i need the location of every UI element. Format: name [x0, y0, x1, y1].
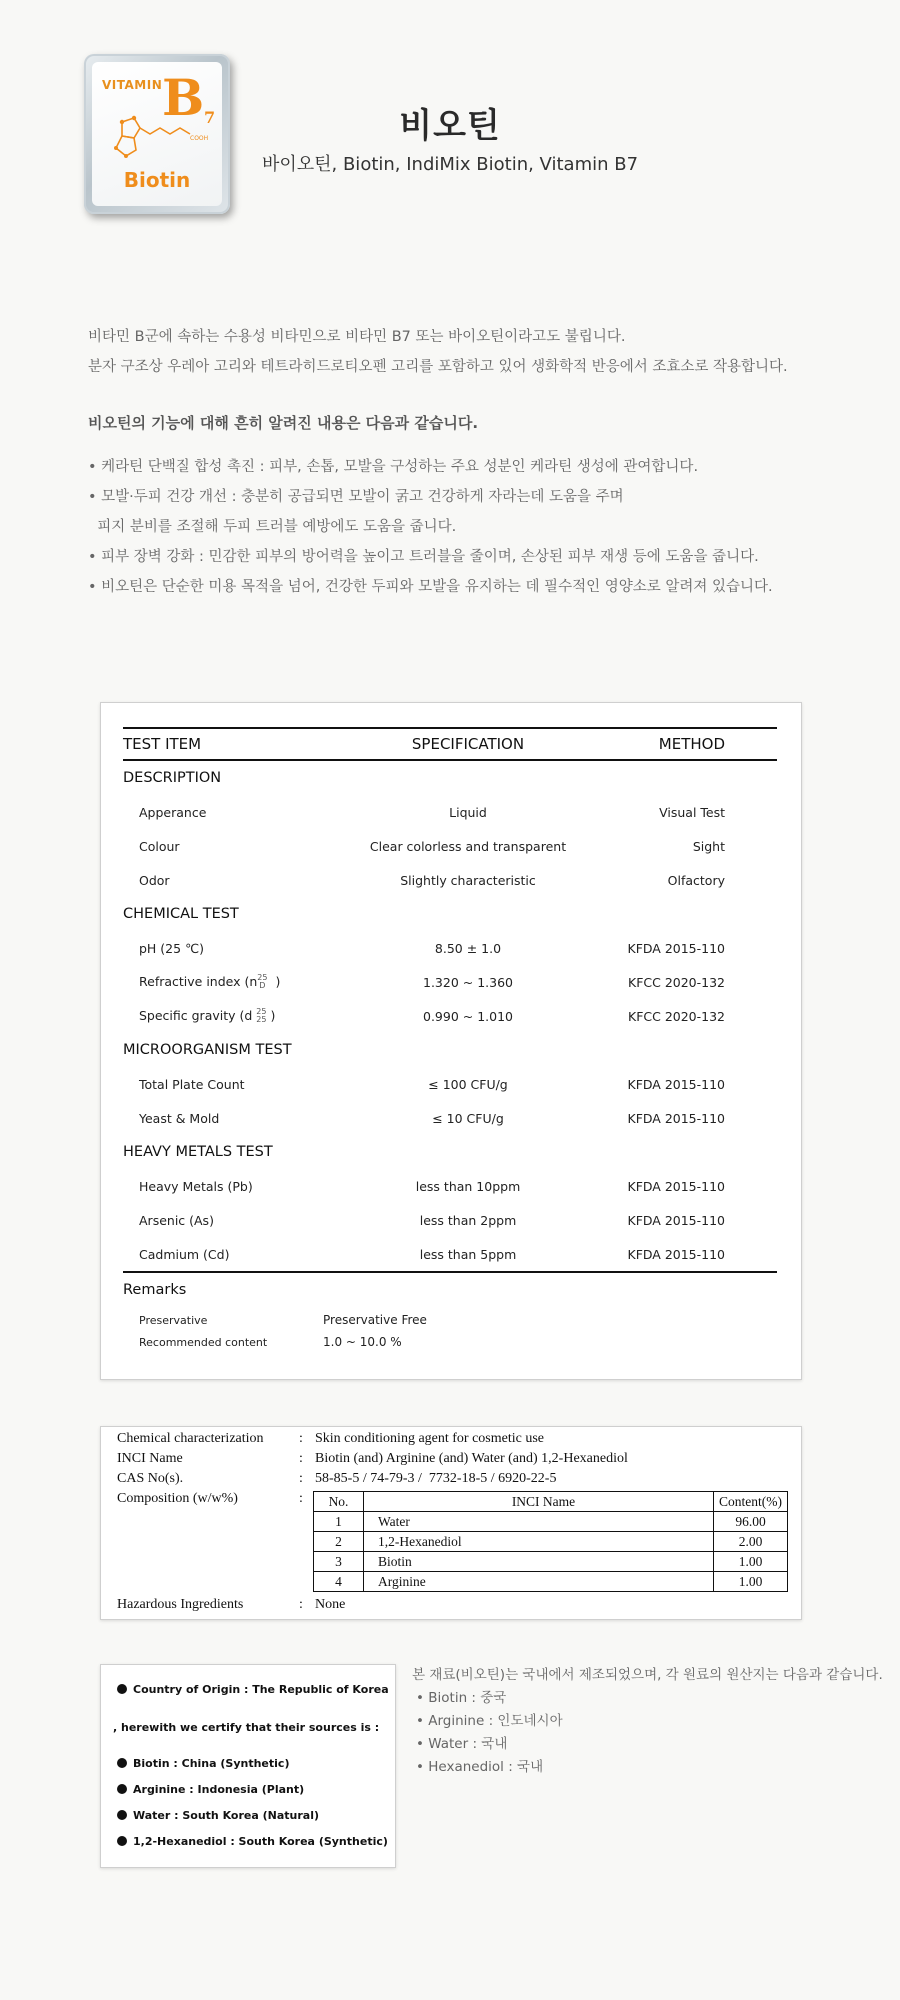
origin-note-item: • Water : 국내: [416, 1736, 508, 1752]
origin-source: [117, 1809, 319, 1822]
composition-no: 1: [314, 1512, 364, 1532]
intro-line: 분자 구조상 우레아 고리와 테트라히드로티오펜 고리를 포함하고 있어 생화학적 반응에서 조효소로 작용합니다.: [88, 359, 788, 375]
row-item-text: Refractive index (n: [139, 973, 258, 989]
composition-name: Arginine: [364, 1572, 714, 1592]
refractive-notation: [257, 974, 267, 990]
function-bullet: • 비오틴은 단순한 미용 목적을 넘어, 건강한 두피와 모발을 유지하는 데 필수적인 영양소로 알려져 있습니다.: [88, 579, 773, 595]
chem-value: None: [315, 1597, 346, 1612]
row-spec: less than 2ppm: [419, 1212, 517, 1228]
row-spec: 1.320 ~ 1.360: [423, 974, 513, 990]
logo-face: [92, 62, 222, 206]
row-item: Apperance: [139, 804, 207, 820]
chem-value: Biotin (and) Arginine (and) Water (and) 1,2-Hexanediol: [315, 1451, 628, 1466]
section-heavy-metals: HEAVY METALS TEST: [123, 1144, 273, 1160]
table-row: [123, 829, 777, 863]
row-method: KFCC 2020-132: [628, 1008, 725, 1024]
gravity-notation: [256, 1008, 266, 1024]
header-specification: SPECIFICATION: [411, 735, 525, 753]
chem-colon: :: [299, 1471, 303, 1486]
notation-sub: 25: [256, 1015, 267, 1025]
chem-label: INCI Name: [117, 1451, 183, 1466]
row-spec: Clear colorless and transparent: [369, 838, 567, 854]
origin-source: [117, 1783, 304, 1796]
row-item: pH (25 ℃): [139, 940, 204, 956]
composition-name: Biotin: [364, 1552, 714, 1572]
row-method: Visual Test: [659, 804, 725, 820]
origin-notes: [412, 1664, 882, 1779]
row-spec: 8.50 ± 1.0: [434, 940, 502, 956]
row-spec: less than 5ppm: [419, 1246, 517, 1262]
table-row: [123, 863, 777, 897]
chem-inci: [117, 1449, 628, 1469]
table-row: [123, 1101, 777, 1135]
bullet-dot-icon: [117, 1784, 127, 1794]
biotin-molecule-icon: [108, 114, 218, 164]
chem-colon: :: [299, 1431, 303, 1446]
chem-cas: [117, 1469, 556, 1489]
table-row: [314, 1512, 788, 1532]
table-row: [314, 1572, 788, 1592]
composition-header-no: No.: [314, 1492, 364, 1512]
row-method: KFCC 2020-132: [628, 974, 725, 990]
chem-label: Chemical characterization: [117, 1431, 264, 1446]
function-bullet: • 피부 장벽 강화 : 민감한 피부의 방어력을 높이고 트러블을 줄이며, 손상된 피부 재생 등에 도움을 줍니다.: [88, 549, 759, 565]
composition-name: 1,2-Hexanediol: [364, 1532, 714, 1552]
origin-source: [117, 1835, 388, 1848]
row-item: Arsenic (As): [139, 1212, 214, 1228]
chem-composition: [117, 1489, 315, 1509]
bullet-dot-icon: [117, 1684, 127, 1694]
composition-name: Water: [364, 1512, 714, 1532]
origin-country-text: Country of Origin : The Republic of Korea: [133, 1683, 389, 1696]
table-row: [123, 1203, 777, 1237]
origin-note-item: • Arginine : 인도네시아: [416, 1713, 563, 1729]
molecule-cooh-label: COOH: [190, 135, 209, 142]
logo-biotin-word: Biotin: [123, 168, 191, 192]
row-item: Yeast & Mold: [139, 1110, 220, 1126]
table-row: [123, 1067, 777, 1101]
composition-no: 2: [314, 1532, 364, 1552]
table-row: [123, 931, 777, 965]
origin-certificate-card: [100, 1664, 396, 1868]
row-method: KFDA 2015-110: [627, 1178, 725, 1194]
row-spec: less than 10ppm: [415, 1178, 521, 1194]
origin-source-text: 1,2-Hexanediol : South Korea (Synthetic): [133, 1835, 388, 1848]
remark-row: [123, 1331, 777, 1353]
functions-list: [88, 452, 878, 602]
table-row: [314, 1532, 788, 1552]
intro-line: 비타민 B군에 속하는 수용성 비타민으로 비타민 B7 또는 바이오틴이라고도 불립니다.: [88, 329, 626, 345]
function-bullet: • 모발·두피 건강 개선 : 충분히 공급되면 모발이 굵고 건강하게 자라는데 도움을 주며: [88, 489, 624, 505]
row-item-close: ): [275, 973, 281, 989]
chem-characterization: [117, 1429, 544, 1449]
row-item: [123, 1008, 343, 1025]
row-method: Sight: [692, 838, 725, 854]
row-spec: 0.990 ~ 1.010: [423, 1008, 513, 1024]
origin-notes-heading: 본 재료(비오틴)는 국내에서 제조되었으며, 각 원료의 원산지는 다음과 같습니다.: [412, 1667, 883, 1683]
vitamin-b7-logo: [84, 54, 230, 214]
composition-no: 4: [314, 1572, 364, 1592]
origin-note-item: • Hexanediol : 국내: [416, 1759, 544, 1775]
page-subtitle: 바이오틴, Biotin, IndiMix Biotin, Vitamin B7: [261, 154, 639, 175]
logo-vitamin-label: VITAMIN: [102, 78, 163, 92]
remark-label: Recommended content: [139, 1335, 268, 1349]
origin-note-item: • Biotin : 중국: [416, 1690, 507, 1706]
chem-colon: :: [299, 1491, 303, 1506]
row-spec: Slightly characteristic: [400, 872, 536, 888]
notation-sup: 25: [257, 973, 268, 983]
composition-content: 96.00: [714, 1512, 788, 1532]
origin-source: [117, 1757, 289, 1770]
row-item: Odor: [139, 872, 170, 888]
chem-value: Skin conditioning agent for cosmetic use: [315, 1431, 545, 1446]
table-row: [123, 1169, 777, 1203]
bullet-dot-icon: [117, 1836, 127, 1846]
table-row: [123, 965, 777, 999]
origin-certify: , herewith we certify that their sources is :: [113, 1721, 380, 1734]
composition-header-name: INCI Name: [364, 1492, 714, 1512]
composition-no: 3: [314, 1552, 364, 1572]
remark-value: 1.0 ~ 10.0 %: [323, 1335, 402, 1349]
composition-header-content: Content(%): [714, 1492, 788, 1512]
chem-colon: :: [299, 1597, 303, 1612]
composition-table: [313, 1491, 788, 1592]
row-item: Colour: [139, 838, 180, 854]
row-method: KFDA 2015-110: [627, 1246, 725, 1262]
row-method: KFDA 2015-110: [627, 1212, 725, 1228]
section-microorganism: MICROORGANISM TEST: [123, 1042, 292, 1058]
chem-label: CAS No(s).: [117, 1471, 184, 1486]
bullet-dot-icon: [117, 1758, 127, 1768]
row-item-close: ): [270, 1007, 276, 1023]
origin-country: [117, 1683, 389, 1696]
remark-value: Preservative Free: [323, 1313, 427, 1327]
table-header: [123, 729, 777, 759]
functions-heading: 비오틴의 기능에 대해 흔히 알려진 내용은 다음과 같습니다.: [88, 414, 479, 432]
page-title: 비오틴: [399, 106, 501, 146]
section-remarks: Remarks: [123, 1282, 187, 1298]
notation-sup: 25: [256, 1007, 267, 1017]
logo-b-number: 7: [204, 108, 216, 127]
chem-value: 58-85-5 / 74-79-3 / 7732-18-5 / 6920-22-5: [315, 1471, 557, 1486]
row-spec: ≤ 100 CFU/g: [428, 1076, 508, 1092]
chemical-info-card: [100, 1426, 802, 1620]
row-item: Cadmium (Cd): [139, 1246, 230, 1262]
specification-table: [123, 727, 777, 1353]
table-row: [123, 999, 777, 1033]
row-method: KFDA 2015-110: [627, 1110, 725, 1126]
chem-colon: :: [299, 1451, 303, 1466]
bullet-dot-icon: [117, 1810, 127, 1820]
remark-row: [123, 1309, 777, 1331]
table-row: [123, 1237, 777, 1271]
table-row: [314, 1552, 788, 1572]
row-item: [123, 974, 343, 991]
row-item: Total Plate Count: [139, 1076, 245, 1092]
table-row: [123, 795, 777, 829]
origin-source-text: Arginine : Indonesia (Plant): [133, 1783, 305, 1796]
row-spec: Liquid: [449, 804, 487, 820]
section-chemical: CHEMICAL TEST: [123, 906, 239, 922]
chem-label: Hazardous Ingredients: [117, 1597, 244, 1612]
header-method: METHOD: [658, 735, 725, 753]
composition-content: 1.00: [714, 1552, 788, 1572]
function-bullet: • 케라틴 단백질 합성 촉진 : 피부, 손톱, 모발을 구성하는 주요 성분인 케라틴 생성에 관여합니다.: [88, 459, 699, 475]
chem-hazardous: [117, 1595, 345, 1615]
intro-text: [88, 322, 868, 382]
row-spec: ≤ 10 CFU/g: [432, 1110, 504, 1126]
row-method: KFDA 2015-110: [627, 1076, 725, 1092]
remark-label: Preservative: [139, 1313, 208, 1327]
remarks-list: [123, 1309, 777, 1353]
specification-card: [100, 702, 802, 1380]
row-method: Olfactory: [667, 872, 725, 888]
header-test-item: TEST ITEM: [123, 735, 202, 753]
row-item-text: Specific gravity (d: [139, 1007, 253, 1023]
origin-source-text: Water : South Korea (Natural): [133, 1809, 320, 1822]
origin-source-text: Biotin : China (Synthetic): [133, 1757, 290, 1770]
row-item: Heavy Metals (Pb): [139, 1178, 253, 1194]
composition-content: 1.00: [714, 1572, 788, 1592]
composition-content: 2.00: [714, 1532, 788, 1552]
composition-header-row: [314, 1492, 788, 1512]
section-description: DESCRIPTION: [123, 770, 222, 786]
notation-sub: D: [259, 981, 266, 991]
row-method: KFDA 2015-110: [627, 940, 725, 956]
function-bullet: 피지 분비를 조절해 두피 트러블 예방에도 도움을 줍니다.: [88, 519, 457, 535]
logo-b-letter: B: [162, 68, 205, 127]
chem-label: Composition (w/w%): [117, 1491, 238, 1506]
